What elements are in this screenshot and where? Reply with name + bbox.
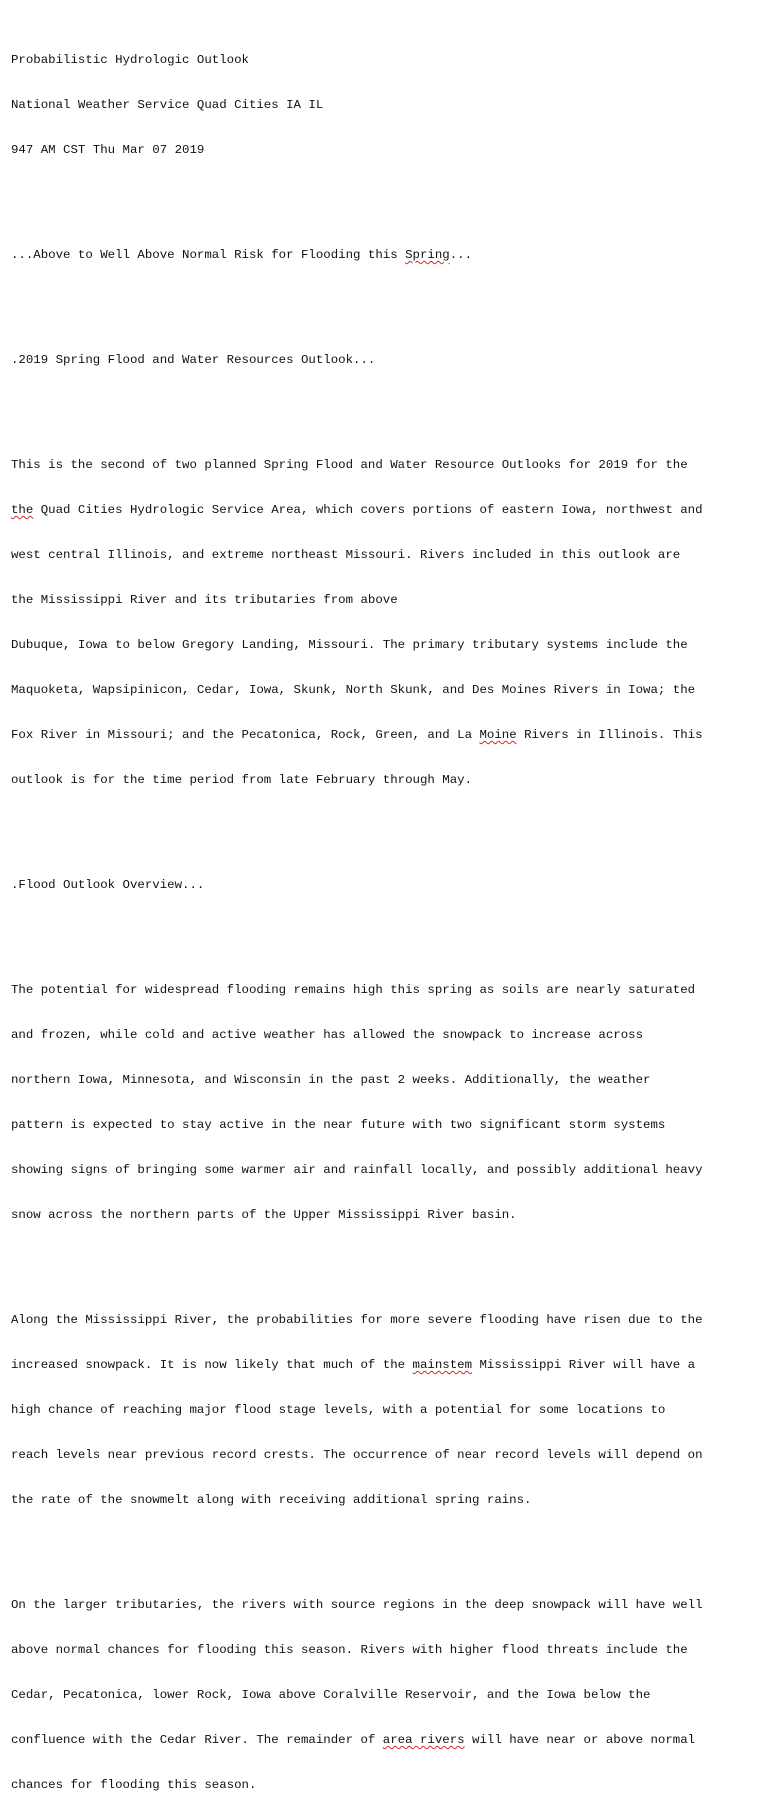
blank-line [11,188,766,203]
product-title: Probabilistic Hydrologic Outlook [11,53,249,67]
section-heading-outlook: .2019 Spring Flood and Water Resources Outlook... [11,353,376,367]
paragraph-line: snow across the northern parts of the Upper Mississippi River basin. [11,1208,517,1222]
blank-line [11,818,766,833]
spellcheck-flagged-word[interactable]: the [11,503,34,517]
paragraph-line: the Mississippi River and its tributaries from above [11,593,398,607]
paragraph-line: Dubuque, Iowa to below Gregory Landing, Missouri. The primary tributary systems include the [11,638,688,652]
paragraph-line: chances for flooding this season. [11,1778,257,1792]
paragraph-line: increased snowpack. It is now likely that much of the mainstem Mississippi River will have a [11,1358,696,1372]
paragraph-line: the Quad Cities Hydrologic Service Area, which covers portions of eastern Iowa, northwest and [11,503,703,517]
paragraph-line: high chance of reaching major flood stage levels, with a potential for some locations to [11,1403,666,1417]
paragraph-line: Cedar, Pecatonica, lower Rock, Iowa above Coralville Reservoir, and the Iowa below the [11,1688,651,1702]
blank-line [11,398,766,413]
spellcheck-flagged-word[interactable]: area rivers [382,1733,465,1747]
blank-line [11,1538,766,1553]
blank-line [11,293,766,308]
outlook-document [11,23,766,1808]
spellcheck-flagged-word[interactable]: Moine [479,728,517,742]
paragraph-line: showing signs of bringing some warmer air and rainfall locally, and possibly additional heavy [11,1163,703,1177]
paragraph-line: above normal chances for flooding this season. Rivers with higher flood threats include the [11,1643,688,1657]
paragraph-line: Fox River in Missouri; and the Pecatonica, Rock, Green, and La Moine Rivers in Illinois. This [11,728,703,742]
spellcheck-flagged-word[interactable]: Spring [405,248,450,262]
issuing-office: National Weather Service Quad Cities IA IL [11,98,324,112]
paragraph-line: outlook is for the time period from late February through May. [11,773,473,787]
paragraph-line: confluence with the Cedar River. The remainder of area rivers will have near or above normal [11,1733,696,1747]
paragraph-line: reach levels near previous record crests. The occurrence of near record levels will depend on [11,1448,703,1462]
issue-time: 947 AM CST Thu Mar 07 2019 [11,143,205,157]
paragraph-line: On the larger tributaries, the rivers with source regions in the deep snowpack will have well [11,1598,703,1612]
paragraph-line: This is the second of two planned Spring Flood and Water Resource Outlooks for 2019 for the [11,458,688,472]
spellcheck-flagged-word[interactable]: mainstem [412,1358,473,1372]
paragraph-line: The potential for widespread flooding remains high this spring as soils are nearly saturated [11,983,696,997]
paragraph-line: pattern is expected to stay active in the near future with two significant storm systems [11,1118,666,1132]
paragraph-line: and frozen, while cold and active weather has allowed the snowpack to increase across [11,1028,644,1042]
blank-line [11,1253,766,1268]
headline: ...Above to Well Above Normal Risk for Flooding this Spring... [11,248,473,262]
paragraph-line: the rate of the snowmelt along with receiving additional spring rains. [11,1493,532,1507]
paragraph-line: northern Iowa, Minnesota, and Wisconsin in the past 2 weeks. Additionally, the weather [11,1073,651,1087]
section-heading-overview: .Flood Outlook Overview... [11,878,205,892]
paragraph-line: west central Illinois, and extreme northeast Missouri. Rivers included in this outlook are [11,548,681,562]
paragraph-line: Along the Mississippi River, the probabilities for more severe flooding have risen due to the [11,1313,703,1327]
blank-line [11,923,766,938]
paragraph-line: Maquoketa, Wapsipinicon, Cedar, Iowa, Skunk, North Skunk, and Des Moines Rivers in Iowa; the [11,683,696,697]
